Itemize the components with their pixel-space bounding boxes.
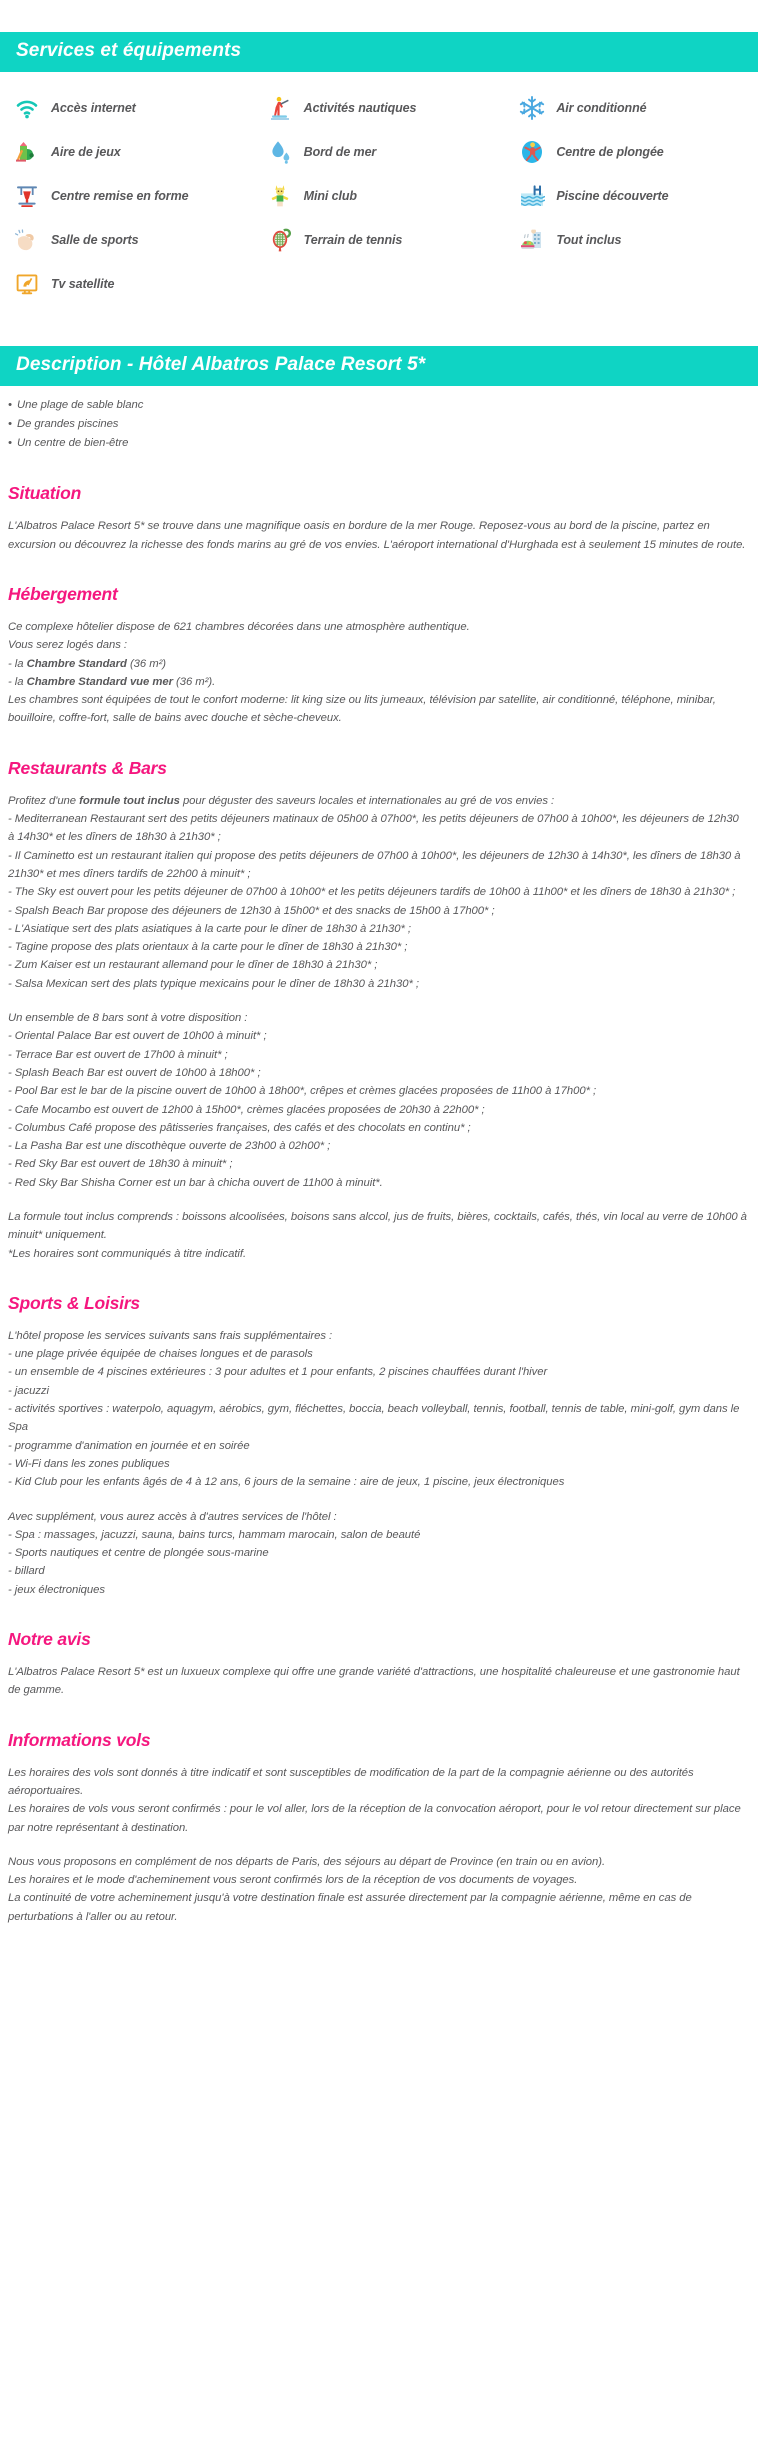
room-standard-line (8, 655, 748, 673)
description-bullet: • Un centre de bien-être (8, 434, 748, 453)
description-bullet: • De grandes piscines (8, 415, 748, 434)
restaurants-intro-bold: formule tout inclus (79, 794, 180, 807)
room-seaview-line (8, 673, 748, 691)
service-item (253, 174, 506, 218)
service-label: Bord de mer (303, 144, 377, 159)
restaurant-line: - Spalsh Beach Bar propose des déjeuners de 12h30 à 15h00* et des snacks de 15h00 à 17h00* ; (8, 904, 495, 917)
sports-paid-line: - jeux électroniques (8, 1583, 105, 1596)
room-seaview-size: (36 m²). (172, 675, 216, 688)
spacer (8, 1837, 748, 1853)
service-label: Tout inclus (556, 232, 622, 247)
service-item (253, 86, 506, 130)
restaurant-line: - Tagine propose des plats orientaux à la carte pour le dîner de 18h30 à 21h30* ; (8, 941, 408, 954)
spacer (8, 1492, 748, 1508)
description-bullet: • Une plage de sable blanc (8, 396, 748, 415)
services-grid (0, 72, 758, 314)
vols-paragraph-1: Les horaires des vols sont donnés à titre indicatif et sont susceptibles de modification de la part de la compagnie aérienne ou des autorités aéroportuaires. (8, 1766, 694, 1797)
bar-line: - Red Sky Bar est ouvert de 18h30 à minuit* ; (8, 1158, 233, 1171)
avis-heading-wrap (8, 1629, 748, 1650)
services-banner-title: Services et équipements (0, 32, 758, 72)
sports-paid-line: - Sports nautiques et centre de plongée sous-marine (8, 1547, 269, 1560)
situation-heading-wrap (8, 483, 748, 504)
room-standard-name: Chambre Standard (26, 657, 127, 670)
restaurant-line: - Mediterranean Restaurant sert des petits déjeuners matinaux de 05h00 à 07h00*, les petits déjeuners de 07h00 à 10h00*, les déjeuners de 12h30 à 14h30* et les dîners de 18h30 à 21h30* ; (8, 813, 739, 844)
all-inclusive-icon (519, 227, 545, 253)
wifi-icon (14, 95, 40, 121)
formule-note: La formule tout inclus comprends : boissons alcoolisées, boisons sans alccol, jus de fruits, bières, cocktails, cafés, thés, vin local au verre de 10h00 à minuit* uniquement. (8, 1211, 747, 1242)
service-label: Centre remise en forme (51, 188, 189, 203)
restaurants-intro-suffix: pour déguster des saveurs locales et internationales au gré de vos envies : (179, 794, 555, 807)
room-seaview-prefix: - la (8, 675, 27, 688)
sports-free-line: - Wi-Fi dans les zones publiques (8, 1457, 170, 1470)
room-standard-prefix: - la (8, 657, 27, 670)
sports-heading: Sports & Loisirs (8, 1292, 140, 1313)
bar-line: - Oriental Palace Bar est ouvert de 10h00 à minuit* ; (8, 1030, 267, 1043)
service-item (0, 218, 253, 262)
restaurant-line: - Il Caminetto est un restaurant italien qui propose des petits déjeuners de 07h00 à 10h00*, les déjeuners de 12h30 à 14h30*, les dîners de 18h30 à 21h30* et mes dîners tardifs de 22h00 à minuit* ; (8, 849, 741, 880)
description-section (0, 346, 758, 386)
sports-paid-line: - Spa : massages, jacuzzi, sauna, bains turcs, hammam marocain, salon de beauté (8, 1528, 421, 1541)
service-item (505, 130, 758, 174)
hebergement-line-3: Les chambres sont équipées de tout le confort moderne: lit king size ou lits jumeaux, télévision par satellite, air conditionné, téléphone, minibar, bouilloire, coffre-fort, salle de bains avec douche et sèche-cheveux. (8, 694, 716, 725)
service-label: Terrain de tennis (303, 232, 403, 247)
sports-free-line: - programme d'animation en journée et en soirée (8, 1439, 250, 1452)
service-label: Salle de sports (51, 232, 139, 247)
avis-body: L'Albatros Palace Resort 5* est un luxueux complexe qui offre une grande variété d'attractions, une hospitalité chaleureuse et une gastronomie haut de gamme. (8, 1666, 740, 1697)
bar-line: - La Pasha Bar est une discothèque ouverte de 23h00 à 02h00* ; (8, 1140, 331, 1153)
bar-line: - Splash Beach Bar est ouvert de 10h00 à 18h00* ; (8, 1066, 261, 1079)
sports-free-line: - Kid Club pour les enfants âgés de 4 à 12 ans, 6 jours de la semaine : aire de jeux, 1 piscine, jeux électroniques (8, 1476, 565, 1489)
service-item (0, 130, 253, 174)
service-item (505, 86, 758, 130)
child-icon (267, 183, 293, 209)
hebergement-heading-wrap (8, 584, 748, 605)
bar-line: - Red Sky Bar Shisha Corner est un bar à chicha ouvert de 11h00 à minuit*. (8, 1176, 383, 1189)
vols-heading: Informations vols (8, 1729, 151, 1750)
service-item (253, 218, 506, 262)
sports-free-line: - un ensemble de 4 piscines extérieures : 3 pour adultes et 1 pour enfants, 2 piscines chauffées durant l'hiver (8, 1366, 548, 1379)
vols-heading-wrap (8, 1730, 748, 1751)
service-item (505, 218, 758, 262)
restaurants-heading-wrap (8, 758, 748, 779)
sports-heading-wrap (8, 1293, 748, 1314)
services-section (0, 32, 758, 314)
bar-list (8, 1027, 748, 1192)
service-item (0, 86, 253, 130)
bar-line: - Terrace Bar est ouvert de 17h00 à minuit* ; (8, 1048, 228, 1061)
service-item (0, 174, 253, 218)
restaurant-line: - The Sky est ouvert pour les petits déjeuner de 07h00 à 10h00* et les petits déjeuners tardifs de 10h00 à 11h00* et les dîners de 18h30 à 21h30* ; (8, 886, 736, 899)
sports-paid-line: - billard (8, 1565, 45, 1578)
restaurant-line: - Zum Kaiser est un restaurant allemand pour le dîner de 18h30 à 21h30* ; (8, 959, 378, 972)
satellite-tv-icon (14, 271, 40, 297)
surfing-icon (267, 95, 293, 121)
snowflake-icon (519, 95, 545, 121)
sports-free-line: - une plage privée équipée de chaises longues et de parasols (8, 1348, 313, 1361)
tennis-icon (267, 227, 293, 253)
sports-free-line: - activités sportives : waterpolo, aquagym, aérobics, gym, fléchettes, boccia, beach volleyball, tennis, football, tennis de table, mini-golf, gym dans le Spa (8, 1403, 740, 1434)
service-label: Centre de plongée (556, 144, 664, 159)
restaurants-intro (8, 792, 748, 810)
description-content (0, 396, 758, 1954)
restaurants-heading: Restaurants & Bars (8, 757, 167, 778)
vols-paragraph-2: Les horaires de vols vous seront confirmés : pour le vol aller, lors de la réception de la convocation aéroport, pour le vol retour directement sur place par notre représentant à destination. (8, 1803, 741, 1834)
restaurants-intro-prefix: Profitez d'une (8, 794, 80, 807)
vols-paragraph-5: La continuité de votre acheminement jusqu'à votre destination finale est assurée directement par la compagnie aérienne, même en cas de perturbations à l'aller ou au retour. (8, 1892, 692, 1923)
spacer (8, 993, 748, 1009)
avis-heading: Notre avis (8, 1629, 91, 1650)
sports-free-list (8, 1345, 748, 1491)
sports-paid-list (8, 1526, 748, 1599)
situation-heading: Situation (8, 483, 82, 504)
service-label: Piscine découverte (556, 188, 669, 203)
bars-intro: Un ensemble de 8 bars sont à votre disposition : (8, 1012, 248, 1025)
pool-icon (519, 183, 545, 209)
sports-free-intro: L'hôtel propose les services suivants sans frais supplémentaires : (8, 1329, 333, 1342)
hebergement-heading: Hébergement (8, 583, 118, 604)
service-item (0, 262, 253, 306)
restaurant-line: - Salsa Mexican sert des plats typique mexicains pour le dîner de 18h30 à 21h30* ; (8, 977, 419, 990)
room-standard-size: (36 m²) (126, 657, 166, 670)
service-item (505, 174, 758, 218)
room-seaview-name: Chambre Standard vue mer (26, 675, 173, 688)
vols-paragraph-3: Nous vous proposons en complément de nos départs de Paris, des séjours au départ de Province (en train ou en avion). (8, 1855, 606, 1868)
situation-body: L'Albatros Palace Resort 5* se trouve dans une magnifique oasis en bordure de la mer Rouge. Reposez-vous au bord de la piscine, partez en excursion ou découvrez la richesse des fonds marins au gré de vos envies. L'aéroport international d'Hurghada est à seulement 15 minutes de route. (8, 520, 746, 551)
bar-line: - Pool Bar est le bar de la piscine ouvert de 10h00 à 18h00*, crêpes et crèmes glacées proposées de 11h00 à 17h00* ; (8, 1085, 597, 1098)
service-label: Mini club (303, 188, 357, 203)
service-label: Tv satellite (51, 276, 115, 291)
service-label: Air conditionné (556, 100, 647, 115)
service-label: Activités nautiques (303, 100, 417, 115)
spacer (8, 1192, 748, 1208)
playground-icon (14, 139, 40, 165)
restaurants-footnote: *Les horaires sont communiqués à titre indicatif. (8, 1247, 247, 1260)
bar-line: - Columbus Café propose des pâtisseries françaises, des cafés et des chocolats en continu* ; (8, 1121, 471, 1134)
sports-free-line: - jacuzzi (8, 1384, 49, 1397)
hebergement-line-1: Ce complexe hôtelier dispose de 621 chambres décorées dans une atmosphère authentique. (8, 620, 470, 633)
description-banner-title: Description - Hôtel Albatros Palace Resort 5* (0, 346, 758, 386)
diving-icon (519, 139, 545, 165)
service-label: Accès internet (51, 100, 136, 115)
gym-arm-icon (14, 227, 40, 253)
description-bullet-list (8, 396, 748, 454)
hotel-description-page (0, 32, 758, 1954)
service-item (253, 130, 506, 174)
service-label: Aire de jeux (51, 144, 121, 159)
water-drop-icon (267, 139, 293, 165)
restaurant-list (8, 810, 748, 993)
restaurant-line: - L'Asiatique sert des plats asiatiques à la carte pour le dîner de 18h30 à 21h30* ; (8, 922, 412, 935)
hebergement-line-2: Vous serez logés dans : (8, 639, 128, 652)
vols-paragraph-4: Les horaires et le mode d'acheminement vous seront confirmés lors de la réception de vos documents de voyages. (8, 1874, 578, 1887)
fitness-icon (14, 183, 40, 209)
bar-line: - Cafe Mocambo est ouvert de 12h00 à 15h00*, crèmes glacées proposées de 20h30 à 22h00* ; (8, 1103, 485, 1116)
sports-paid-intro: Avec supplément, vous aurez accès à d'autres services de l'hôtel : (8, 1510, 337, 1523)
